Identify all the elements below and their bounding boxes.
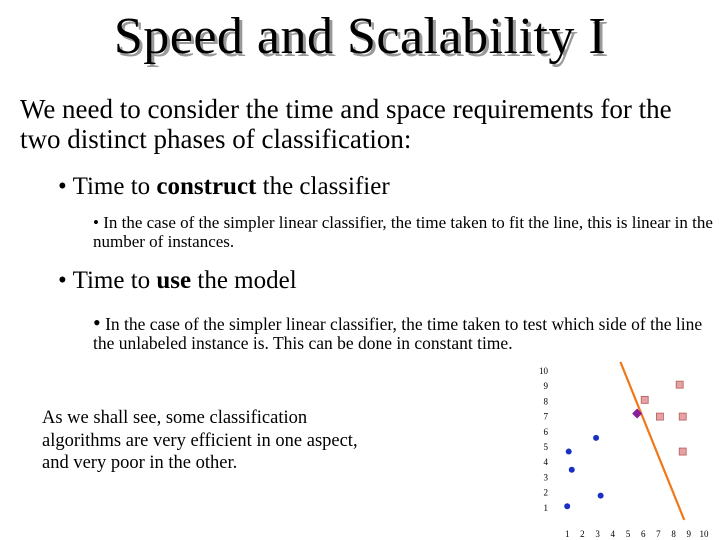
y-tick-label: 4 (543, 457, 548, 468)
bullet-construct-bold: construct (156, 173, 257, 200)
bullet-construct-pre: Time to (72, 173, 157, 200)
x-tick-label: 1 (564, 529, 570, 539)
bullet-use-post: the model (191, 267, 297, 294)
scatter-plot (530, 345, 720, 540)
y-tick-label: 6 (543, 426, 548, 437)
x-tick-label: 2 (580, 529, 585, 539)
data-point-square (641, 396, 648, 403)
bullet-use-bold: use (156, 267, 192, 294)
x-tick-label: 9 (686, 529, 692, 539)
bullet-use (58, 266, 297, 296)
y-tick-label: 8 (543, 396, 548, 407)
y-tick-label: 3 (543, 472, 548, 483)
data-point-square (656, 413, 663, 420)
bullet-use-pre: Time to (72, 267, 157, 294)
slide-title: Speed and Scalability I (113, 8, 607, 65)
note-text: As we shall see, some classification algorithms are very efficient in one aspect, and very poor in the other. (42, 408, 358, 473)
x-tick-label: 5 (625, 529, 631, 539)
data-point-square (679, 413, 686, 420)
y-tick-label: 2 (543, 487, 548, 498)
intro-text: We need to consider the time and space requirements for the two distinct phases of classification: (20, 94, 672, 154)
sub-bullet-construct (93, 213, 713, 251)
data-point-square (676, 381, 683, 388)
x-tick-label: 7 (656, 529, 661, 539)
data-point-square (679, 448, 686, 455)
x-tick-label: 6 (640, 529, 646, 539)
sub-bullet-marker: • (93, 213, 99, 232)
y-tick-label: 7 (543, 411, 548, 422)
bullet-construct (58, 172, 390, 202)
bullet-construct-post: the classifier (256, 173, 390, 200)
data-point-circle (564, 503, 570, 509)
bullet-marker: • (58, 267, 67, 294)
x-tick-label: 8 (671, 529, 676, 539)
data-point-circle (569, 467, 575, 473)
sub-bullet-marker: • (93, 310, 101, 335)
data-point-circle (593, 435, 599, 441)
data-point-circle (566, 449, 572, 455)
y-tick-label: 5 (543, 442, 548, 452)
sub-bullet-use-text: In the case of the simpler linear classifier, the time taken to test which side of the line the unlabeled instance is. This can be done in constant time. (93, 314, 703, 353)
x-tick-label: 10 (699, 529, 709, 539)
x-tick-label: 4 (610, 529, 616, 539)
y-tick-label: 1 (543, 502, 548, 513)
x-tick-label: 3 (595, 529, 600, 539)
bullet-marker: • (58, 173, 67, 200)
decision-line (620, 362, 684, 520)
y-tick-label: 10 (539, 366, 548, 376)
data-point-circle (598, 493, 604, 499)
sub-bullet-construct-text: In the case of the simpler linear classifier, the time taken to fit the line, this is linear in the number of instances. (93, 213, 713, 251)
y-tick-label: 9 (543, 381, 548, 392)
